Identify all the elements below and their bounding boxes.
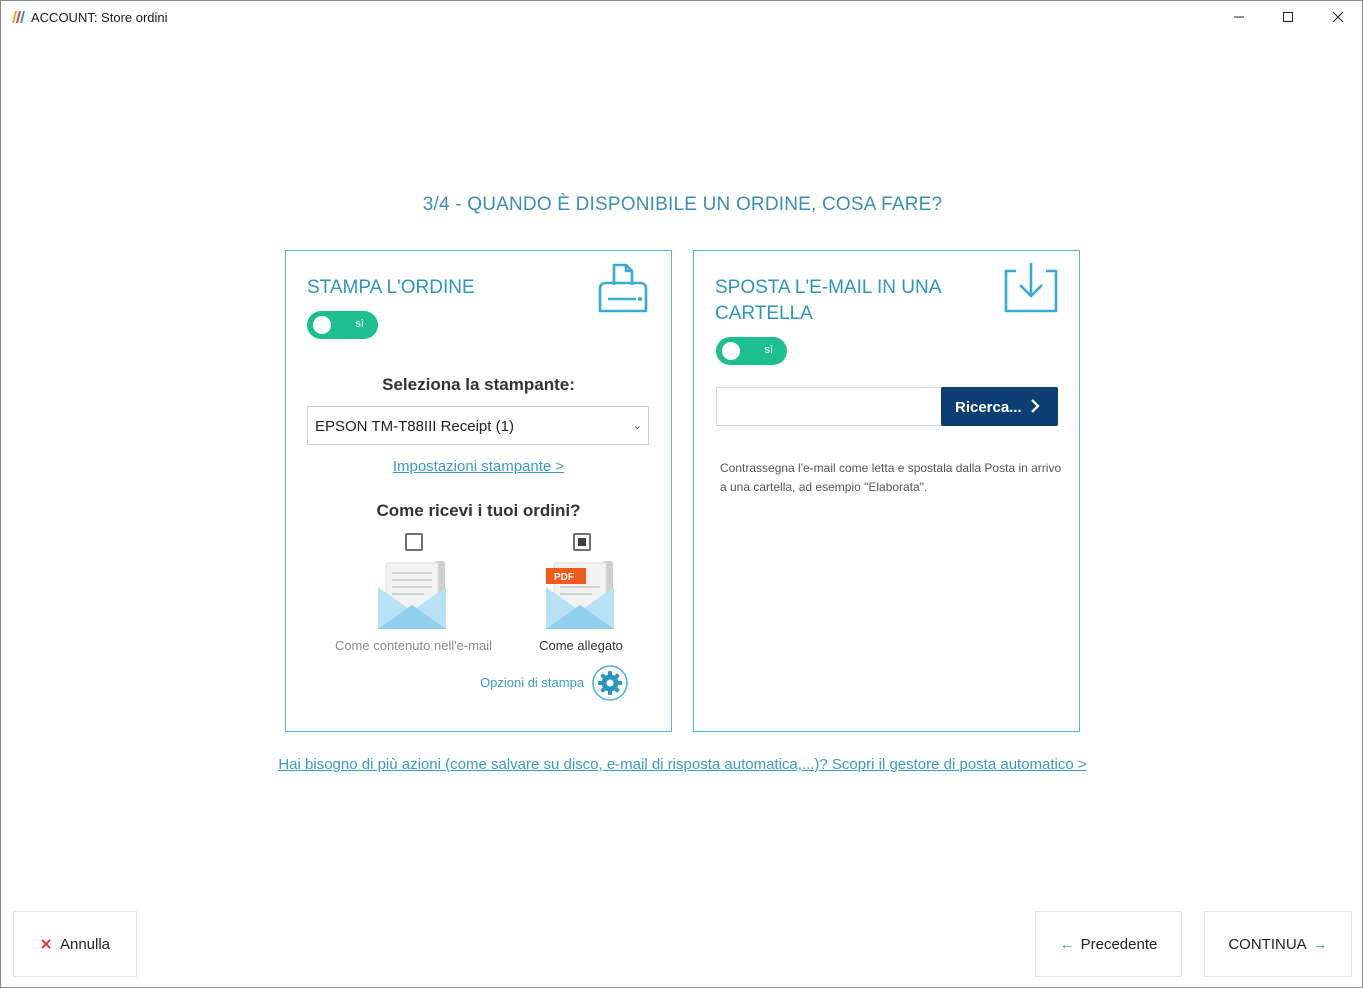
chevron-right-icon: [1029, 398, 1041, 414]
folder-download-icon: [1002, 261, 1060, 317]
print-card-title: STAMPA L'ORDINE: [307, 277, 475, 298]
print-options-link[interactable]: Opzioni di stampa: [480, 675, 585, 690]
toggle-knob: [722, 342, 740, 360]
printer-settings-link[interactable]: Impostazioni stampante >: [392, 458, 565, 475]
search-button-label: Ricerca...: [955, 399, 1022, 416]
continue-label: CONTINUA: [1228, 935, 1307, 953]
close-icon: [40, 938, 52, 950]
move-card-title-line2: CARTELLA: [715, 303, 813, 324]
option-content-checkbox[interactable]: [405, 533, 423, 551]
previous-button[interactable]: [1035, 911, 1182, 977]
toggle-label: sì: [355, 318, 364, 330]
search-folder-button[interactable]: [941, 387, 1058, 426]
close-icon: [1332, 11, 1344, 23]
printer-selected-value: EPSON TM-T88III Receipt (1): [315, 418, 514, 435]
printer-icon: [596, 261, 652, 317]
app-logo-icon: [11, 10, 25, 24]
minimize-button[interactable]: [1214, 1, 1264, 33]
page-heading: 3/4 - QUANDO È DISPONIBILE UN ORDINE, COSA FARE?: [422, 194, 943, 215]
maximize-button[interactable]: [1263, 1, 1313, 33]
move-email-card: [693, 250, 1080, 732]
maximize-icon: [1282, 11, 1294, 23]
print-order-card: [285, 250, 672, 732]
pdf-badge: PDF: [554, 572, 574, 583]
option-attachment-label: Come allegato: [539, 638, 623, 653]
arrow-left-icon: ←: [1059, 935, 1075, 953]
print-toggle[interactable]: [307, 311, 378, 339]
pdf-attachment-icon: [544, 559, 616, 629]
minimize-icon: [1233, 11, 1245, 23]
more-actions-link[interactable]: Hai bisogno di più azioni (come salvare su disco, e-mail di risposta automatica,...)? Scopri il gestore di posta automatico >: [278, 756, 1087, 773]
toggle-label: sì: [764, 344, 773, 356]
option-attachment-checkbox[interactable]: [573, 533, 591, 551]
close-button[interactable]: [1313, 1, 1363, 33]
more-actions-row: [1, 756, 1363, 774]
email-content-icon: [376, 559, 448, 629]
cancel-label: Annulla: [59, 935, 111, 953]
title-bar: [1, 1, 1362, 33]
move-card-title-line1: SPOSTA L'E-MAIL IN UNA: [715, 277, 942, 298]
chevron-down-icon: ⌄: [632, 420, 642, 432]
move-description: Contrassegna l'e-mail come letta e spostala dalla Posta in arrivo a una cartella, ad esempio "Elaborata".: [720, 461, 1062, 494]
move-toggle[interactable]: [716, 337, 787, 365]
window-title: ACCOUNT: Store ordini: [31, 10, 168, 25]
cancel-button[interactable]: [13, 911, 137, 977]
receive-orders-label: Come ricevi i tuoi ordini?: [376, 501, 581, 520]
previous-label: Precedente: [1080, 935, 1158, 953]
option-content-label: Come contenuto nell'e-mail: [334, 638, 493, 653]
arrow-right-icon: →: [1312, 935, 1328, 953]
move-card-title: [715, 275, 941, 327]
printer-select-label: Seleziona la stampante:: [382, 375, 575, 394]
folder-input[interactable]: [716, 387, 942, 426]
toggle-knob: [313, 316, 331, 334]
gear-icon[interactable]: [591, 664, 629, 702]
continue-button[interactable]: [1204, 911, 1352, 977]
printer-settings-row: [286, 458, 671, 476]
printer-select[interactable]: [307, 406, 649, 445]
